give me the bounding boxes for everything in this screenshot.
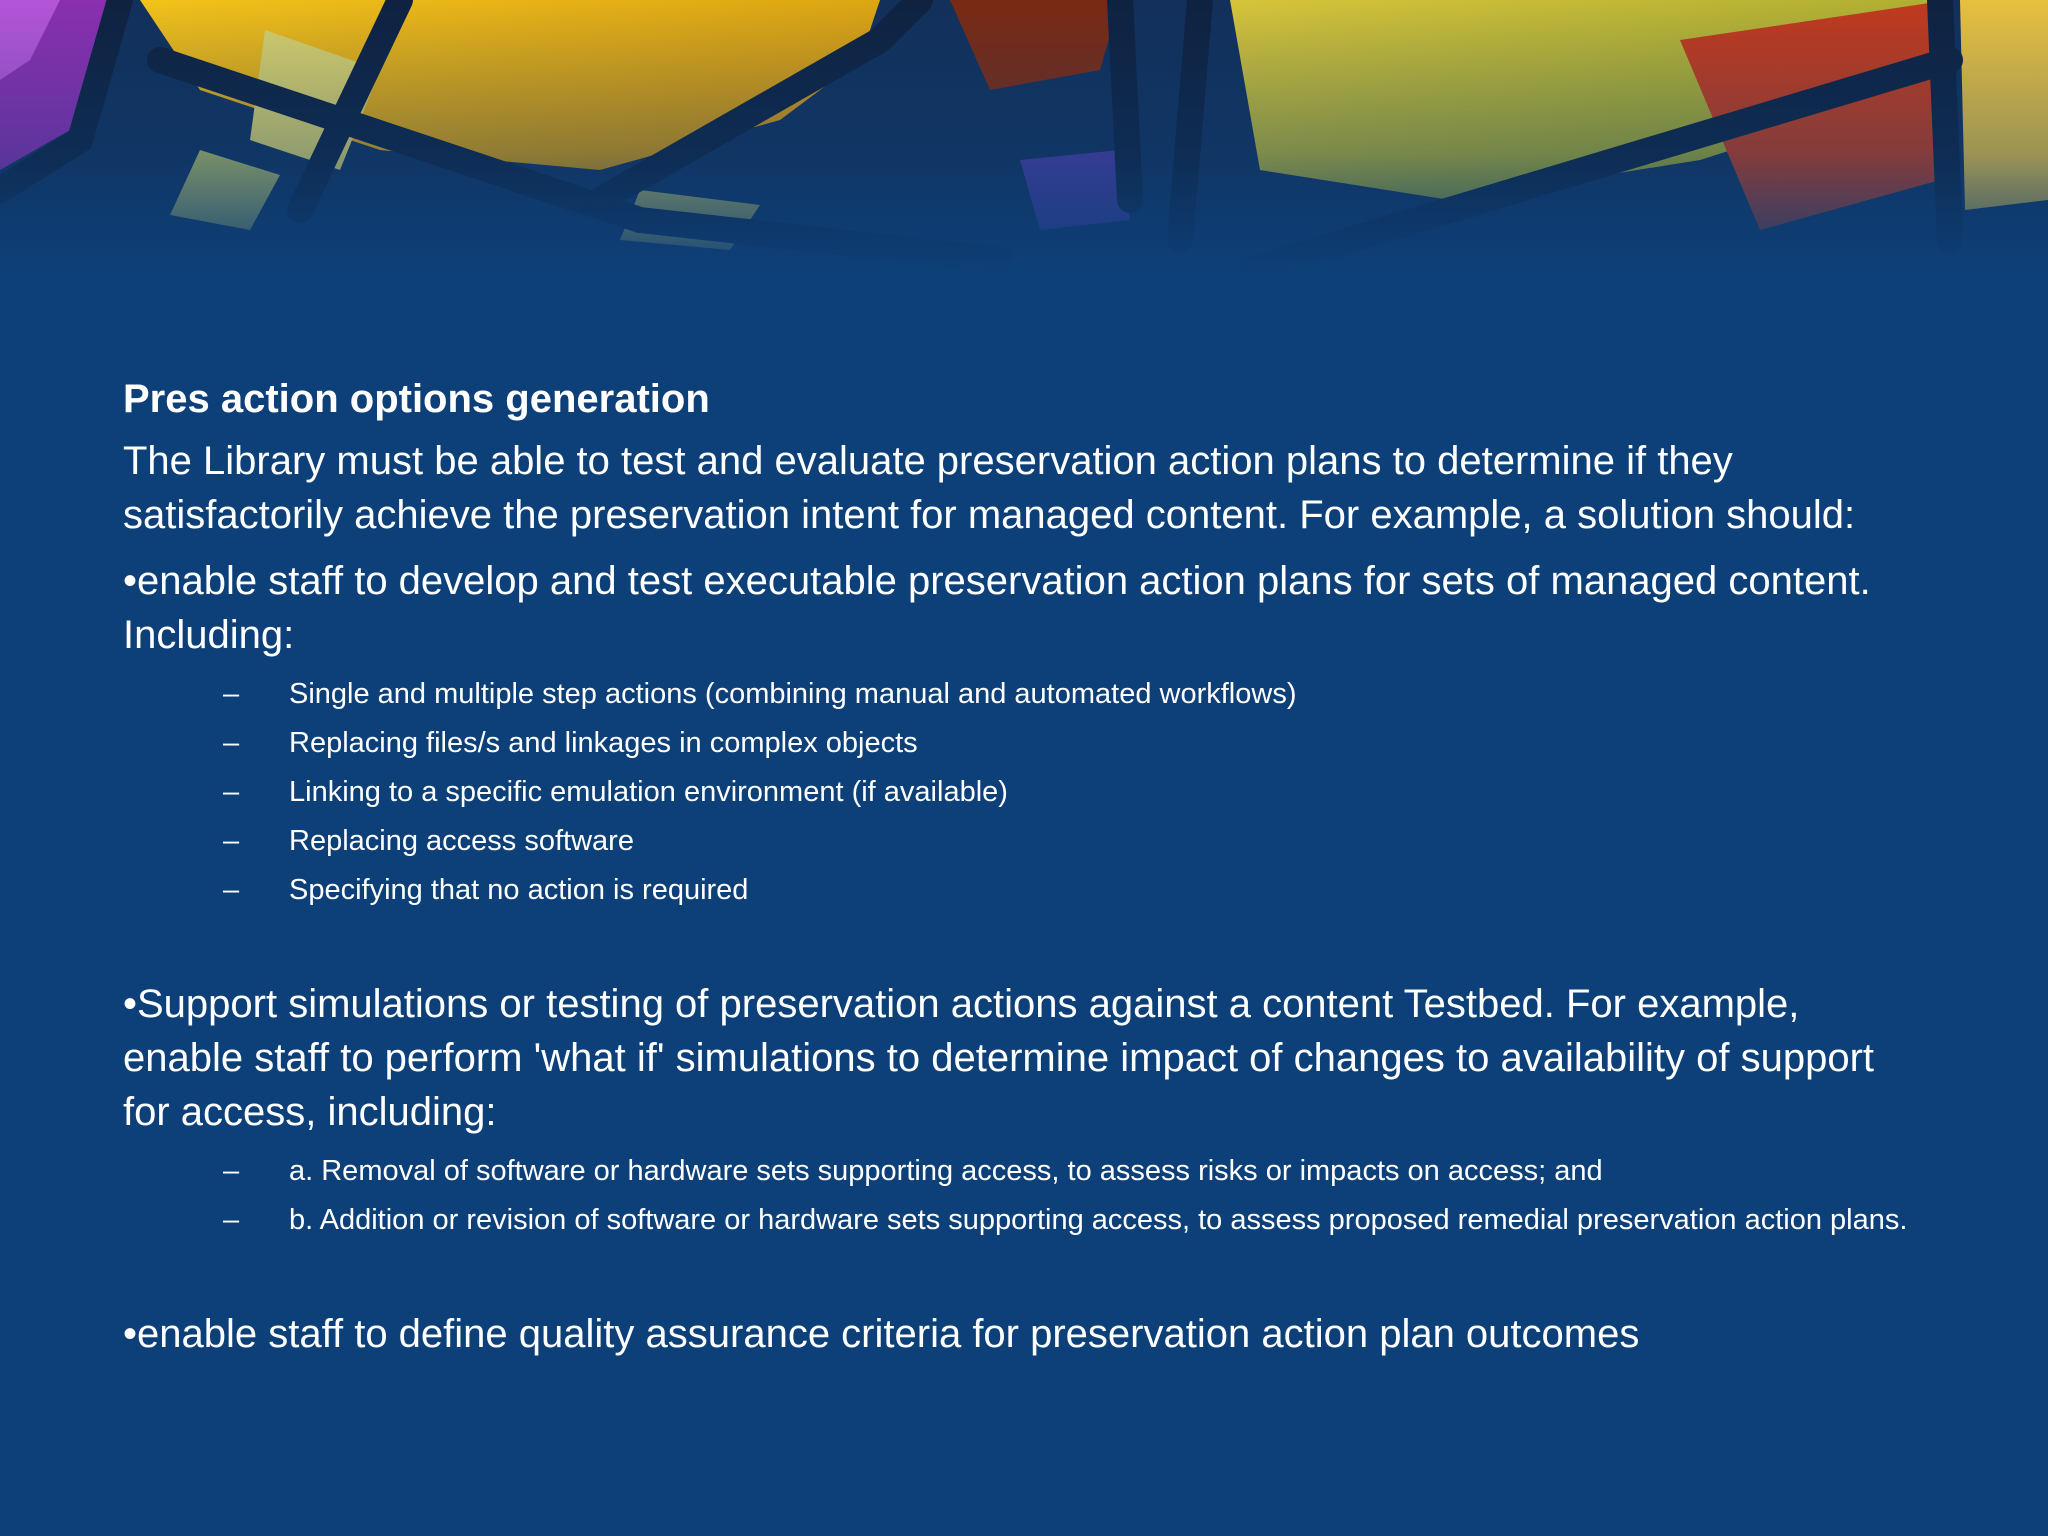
intro-paragraph: The Library must be able to test and evaluate preservation action plans to determine if they satisfactorily achieve the preservation intent for managed content. For example, a solution should: (123, 439, 1856, 537)
bullet-quality-assurance: •enable staff to define quality assurance criteria for preservation action plan outcomes (123, 1312, 1640, 1356)
list-item: – Linking to a specific emulation environment (if available) (123, 772, 1913, 813)
dash-marker: – (223, 1155, 240, 1187)
list-item: – Replacing files/s and linkages in complex objects (123, 723, 1913, 764)
sublist-simulation-types (123, 1151, 1913, 1241)
list-item: – b. Addition or revision of software or hardware sets supporting access, to assess proposed remedial preservation action plans. (123, 1200, 1913, 1241)
sublist-plan-types (123, 674, 1913, 911)
bullet-develop-plans: •enable staff to develop and test executable preservation action plans for sets of managed content. Including: (123, 559, 1871, 657)
dash-marker: – (223, 874, 240, 906)
list-item: – Replacing access software (123, 821, 1913, 862)
stained-glass-banner (0, 0, 2048, 280)
slide-content (123, 370, 1913, 1373)
list-item: – a. Removal of software or hardware sets supporting access, to assess risks or impacts on access; and (123, 1151, 1913, 1192)
dash-marker: – (223, 727, 240, 759)
dash-marker: – (223, 678, 240, 710)
slide-heading: Pres action options generation (123, 377, 710, 421)
bullet-simulations: •Support simulations or testing of preservation actions against a content Testbed. For example, enable staff to perform 'what if' simulations to determine impact of changes to availability of support for access, including: (123, 982, 1874, 1134)
dash-marker: – (223, 776, 240, 808)
dash-marker: – (223, 825, 240, 857)
dash-marker: – (223, 1204, 240, 1236)
list-item: – Specifying that no action is required (123, 870, 1913, 911)
list-item: – Single and multiple step actions (combining manual and automated workflows) (123, 674, 1913, 715)
